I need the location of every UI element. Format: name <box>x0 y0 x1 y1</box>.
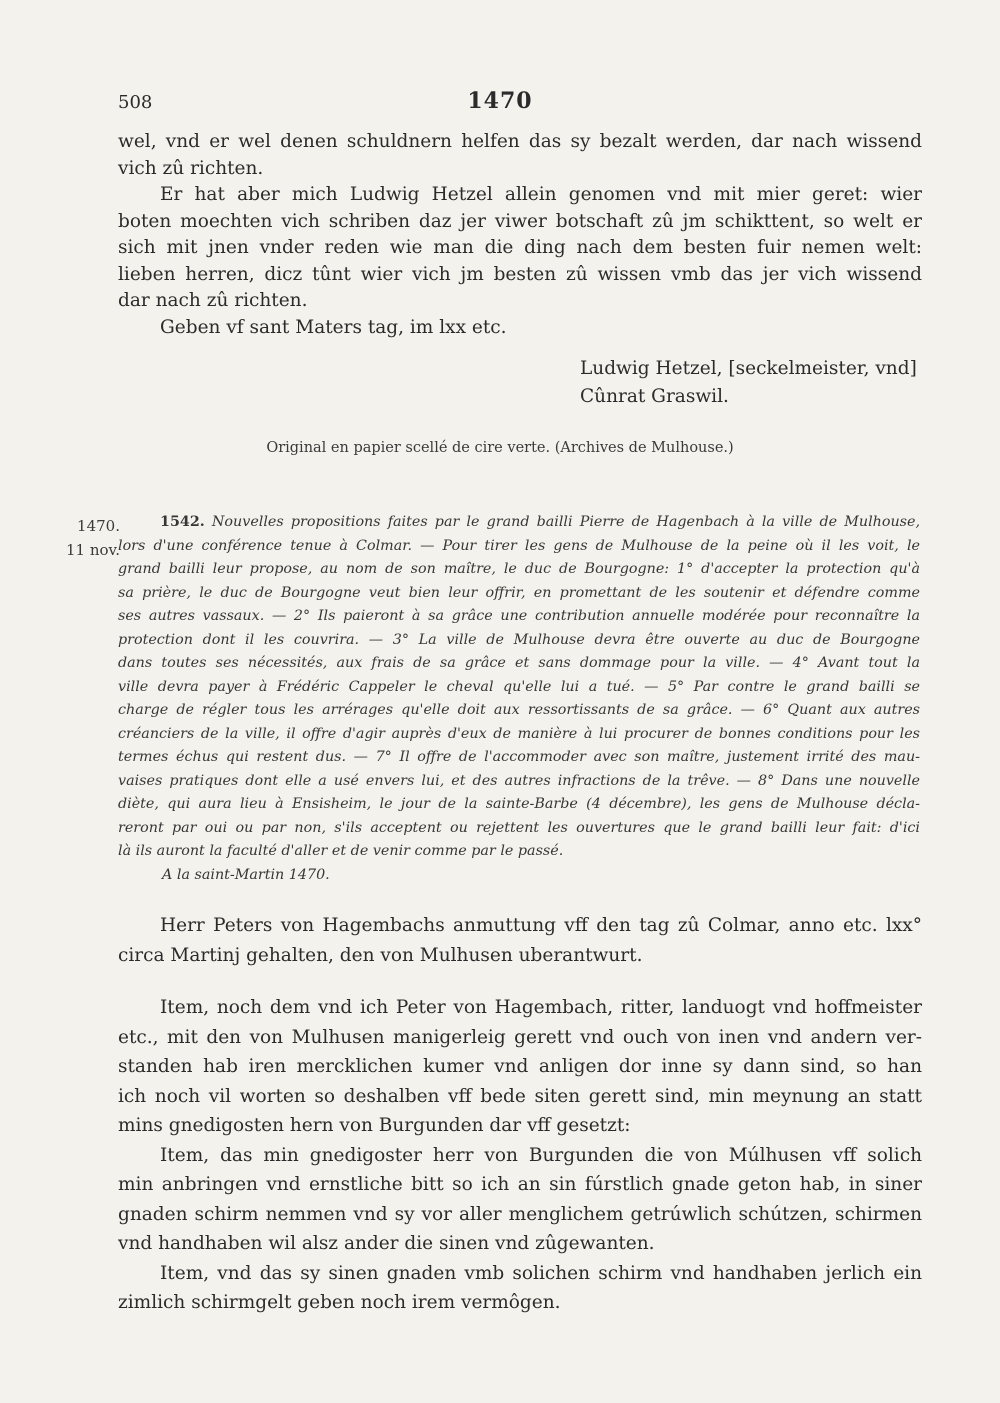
letter-line: dar nach zû richten. <box>118 290 308 311</box>
abstract-line: vaises pratiques dont elle a usé envers lui, et des autres infractions de la trêve. — 8° Dans une nouvelle <box>118 772 920 789</box>
body-line: ich noch vil worten so deshalben vff bede siten gerett sind, min meynung an statt <box>118 1085 922 1107</box>
abstract-line: sa prière, le duc de Bourgogne veut bien leur offrir, en promettant de les soutenir et défendre comme <box>118 584 920 601</box>
body-line: etc., mit den von Mulhusen manigerleig gerett vnd ouch von inen vnd andern ver- <box>118 1026 922 1048</box>
abstract-line: là ils auront la faculté d'aller et de venir comme par le passé. <box>118 843 564 859</box>
letter-line: vich zû richten. <box>118 157 264 179</box>
abstract-line: charge de régler tous les arrérages qu'elle doit aux ressortissants de sa grâce. — 6° Quant aux autres <box>118 702 920 718</box>
body-line: standen hab iren mercklichen kumer vnd anligen dor inne sy dann sind, so han <box>118 1056 922 1077</box>
letter-line: wel, vnd er wel denen schuldnern helfen das sy bezalt werden, dar nach wissend <box>118 131 922 152</box>
source-note: Original en papier scellé de cire verte. (Archives de Mulhouse.) <box>266 440 734 456</box>
abstract-line: lors d'une conférence tenue à Colmar. — Pour tirer les gens de Mulhouse de la peine où il les voit, le <box>118 537 920 554</box>
abstract-line: diète, qui aura lieu à Ensisheim, le jour de la sainte-Barbe (4 décembre), les gens de Mulhouse décla- <box>118 796 920 812</box>
margin-date-day: 11 nov. <box>65 541 120 559</box>
letter-line: Geben vf sant Maters tag, im lxx etc. <box>160 316 507 338</box>
body-line: Item, das min gnedigoster herr von Burgunden die von Múlhusen vff solich <box>160 1144 922 1166</box>
body-line: Item, vnd das sy sinen gnaden vmb solichen schirm vnd handhaben jerlich ein <box>160 1262 922 1284</box>
signature-line-2: Cûnrat Graswil. <box>580 386 729 407</box>
heading-line: Herr Peters von Hagembachs anmuttung vff den tag zû Colmar, anno etc. lxx° <box>160 915 922 936</box>
margin-date-year: 1470. <box>77 517 120 535</box>
page-number: 508 <box>118 92 153 113</box>
abstract-title: Nouvelles propositions faites par le grand bailli Pierre de Hagenbach à la ville de Mulhouse, <box>211 514 921 530</box>
document-number: 1542. <box>160 514 205 530</box>
letter-line: Er hat aber mich Ludwig Hetzel allein genomen vnd mit mier geret: wier <box>160 184 922 205</box>
letter-line: sich mit jnen vnder reden wie man die ding nach dem besten fuir nemen welt: <box>118 237 922 258</box>
document-heading <box>118 911 922 971</box>
abstract-line: dans toutes ses nécessités, aux frais de sa grâce et sans dommage pour la ville. — 4° Avant tout la <box>118 655 920 671</box>
abstract-first-line <box>118 511 920 535</box>
abstract-line: créanciers de la ville, il offre d'agir auprès d'eux de manière à lui procurer de bonnes conditions pour les <box>118 725 920 742</box>
abstract-line: ville devra payer à Frédéric Cappeler le cheval qu'elle lui a tué. — 5° Par contre le grand bailli se <box>118 678 920 695</box>
abstract-line: reront par oui ou par non, s'ils acceptent ou rejettent les ouvertures que le grand bailli leur fait: d'ici <box>118 819 920 836</box>
signature-line-1: Ludwig Hetzel, [seckelmeister, vnd] <box>580 358 917 379</box>
letter-line: lieben herren, dicz tûnt wier vich jm besten zû wissen vmb das jer vich wissend <box>118 263 922 285</box>
body-line: Item, noch dem vnd ich Peter von Hagembach, ritter, landuogt vnd hoffmeister <box>160 997 922 1018</box>
body-line: zimlich schirmgelt geben noch irem vermôgen. <box>118 1292 561 1313</box>
document-abstract <box>118 511 920 887</box>
body-line: gnaden schirm nemmen vnd sy vor aller menglichem getrúwlich schútzen, schirmen <box>118 1203 922 1225</box>
body-line: vnd handhaben wil alsz ander die sinen vnd zûgewanten. <box>118 1233 655 1254</box>
abstract-line: ses autres vassaux. — 2° Ils paieront à sa grâce une contribution annuelle modérée pour reconnaître la <box>118 608 920 624</box>
abstract-line: termes échus qui restent dus. — 7° Il offre de l'accommoder avec son maître, justement irrité des mau- <box>118 749 920 765</box>
body-line: min anbringen vnd ernstliche bitt so ich an sin fúrstlich gnade geton hab, in siner <box>118 1174 922 1195</box>
running-header-year: 1470 <box>467 88 533 114</box>
abstract-line: protection dont il les couvrira. — 3° La ville de Mulhouse devra être ouverte au duc de Bourgogne <box>118 631 920 648</box>
letter-line: boten moechten vich schriben daz jer viwer botschaft zû jm schikttent, so welt er <box>118 210 922 232</box>
body-line: mins gnedigosten hern von Burgunden dar vff gesetzt: <box>118 1115 631 1136</box>
letter-text <box>118 129 922 341</box>
document-body <box>118 993 922 1318</box>
abstract-date-line: A la saint-Martin 1470. <box>162 866 330 883</box>
heading-line: circa Martinj gehalten, den von Mulhusen uberantwurt. <box>118 945 643 966</box>
abstract-line: grand bailli leur propose, au nom de son maître, le duc de Bourgogne: 1° d'accepter la protection qu'à <box>118 561 920 577</box>
